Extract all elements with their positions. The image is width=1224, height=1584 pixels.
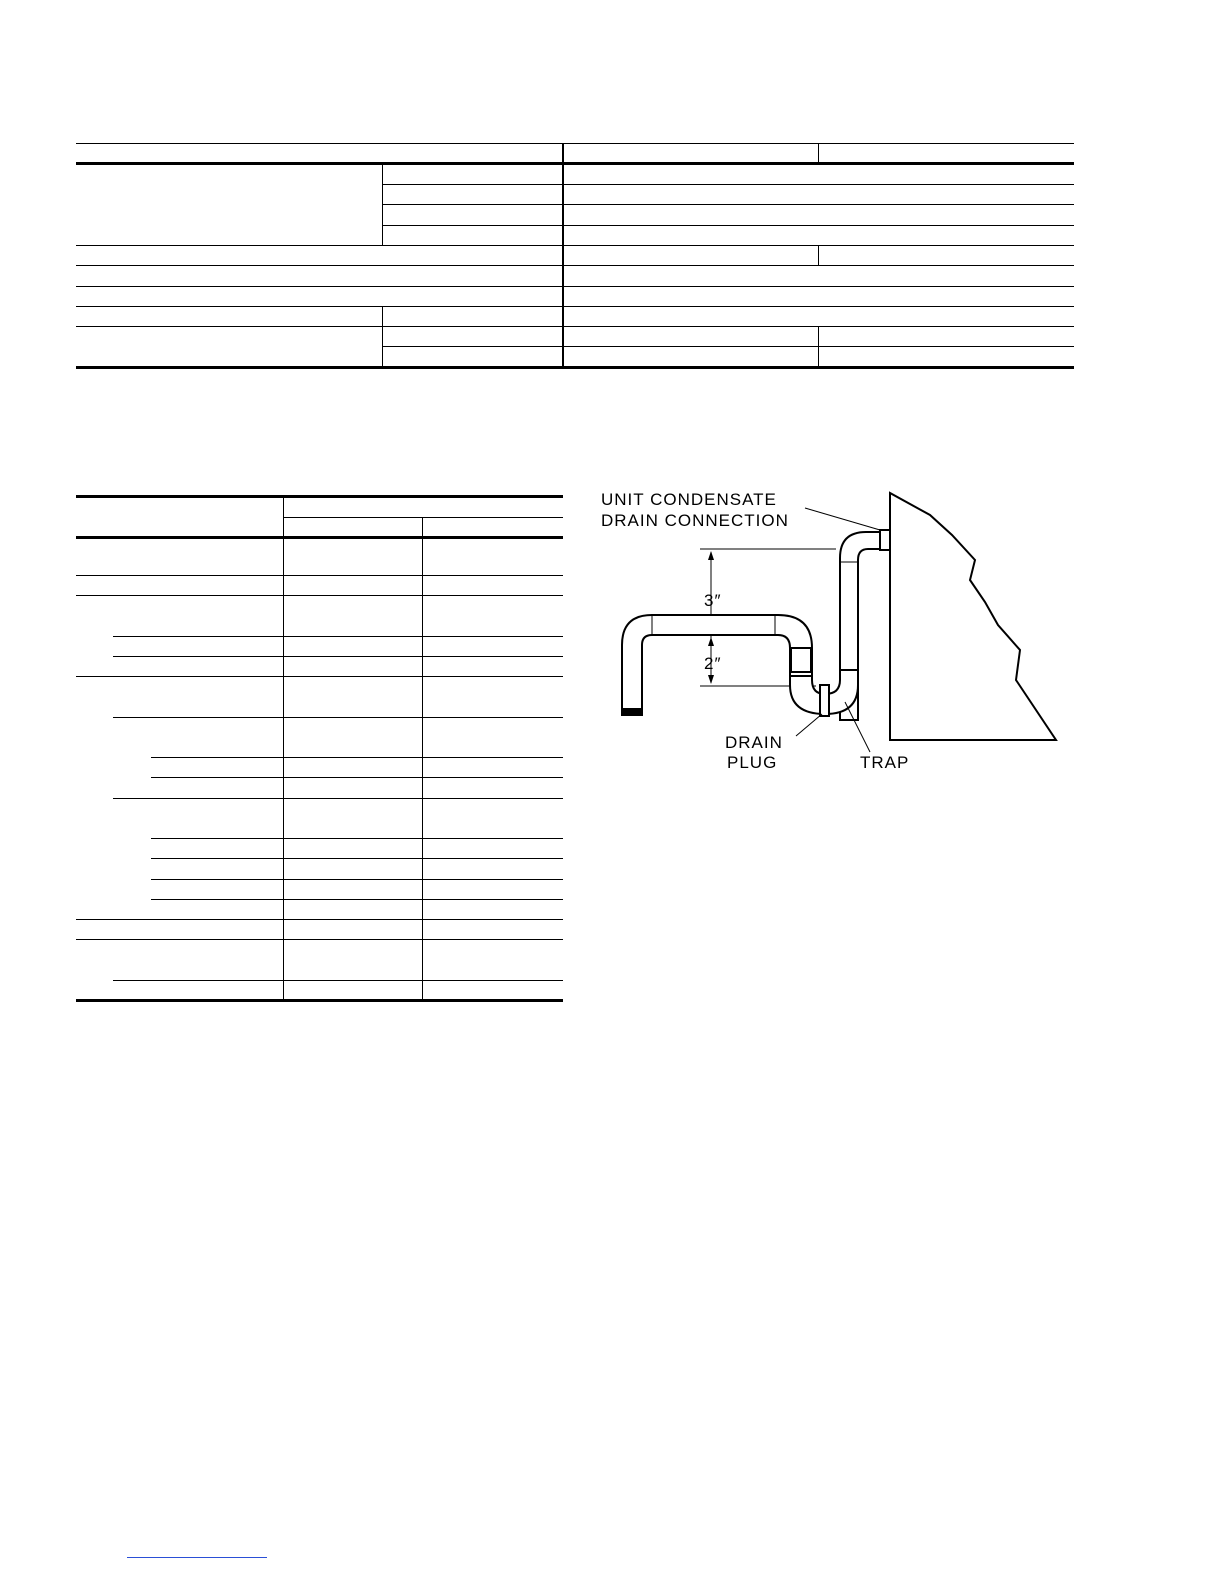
footer-link-underline	[127, 1557, 267, 1558]
left-table-row-rule	[113, 636, 563, 637]
top-table-row-rule	[382, 346, 1074, 347]
dimension-label-upper: 3″	[704, 591, 722, 610]
left-table-row-rule	[151, 879, 563, 880]
left-table-row-rule	[151, 899, 563, 900]
arrow-head	[708, 637, 714, 646]
arrow-head	[708, 551, 714, 560]
top-table-row-rule	[76, 326, 1074, 327]
left-table-row-rule	[76, 919, 563, 920]
left-table-bottom-rule	[76, 999, 563, 1002]
dimension-label-lower: 2″	[704, 654, 722, 673]
left-table-top-rule	[76, 495, 563, 498]
top-table-row-rule	[76, 245, 1074, 246]
left-table-column-rule	[422, 518, 423, 1002]
left-table-row-rule	[151, 858, 563, 859]
top-table-top-rule	[76, 143, 1074, 144]
condensate-drain-diagram	[600, 480, 1070, 780]
top-table-row-rule	[76, 306, 1074, 307]
top-table-row-rule	[382, 204, 1074, 205]
left-table-row-rule	[151, 838, 563, 839]
left-table-row-rule	[113, 980, 563, 981]
drain-plug-label-line1: DRAIN	[725, 733, 783, 752]
top-table-header-rule	[76, 162, 1074, 165]
top-table-column-rule	[382, 164, 383, 246]
left-table-header-rule	[76, 536, 563, 539]
top-table-row-rule	[382, 225, 1074, 226]
unit-casing	[890, 493, 1056, 740]
leader-connection	[805, 508, 880, 530]
left-table-column-rule	[283, 497, 284, 1002]
arrow-head	[708, 675, 714, 684]
top-table-column-rule	[382, 306, 383, 368]
top-table-row-rule	[382, 184, 1074, 185]
drain-plug-label-line2: PLUG	[727, 753, 778, 772]
left-table-row-rule	[76, 676, 563, 677]
left-table-row-rule	[113, 656, 563, 657]
top-table-bottom-rule	[76, 366, 1074, 369]
left-table-row-rule	[113, 798, 563, 799]
connection-label-line1: UNIT CONDENSATE	[601, 490, 777, 509]
top-table-column-rule	[818, 326, 819, 368]
left-table-row-rule	[113, 717, 563, 718]
leader-plug	[796, 714, 822, 736]
drain-plug	[820, 685, 829, 716]
top-table-row-rule	[76, 286, 1074, 287]
trap-label: TRAP	[860, 753, 910, 772]
left-table-row-rule	[151, 757, 563, 758]
connection-label-line2: DRAIN CONNECTION	[601, 511, 789, 530]
top-table-column-rule	[562, 143, 564, 369]
top-table-column-rule	[818, 143, 819, 164]
left-table-row-rule	[76, 595, 563, 596]
left-table-row-rule	[151, 777, 563, 778]
top-table-row-rule	[76, 265, 1074, 266]
left-table-subheader-rule	[283, 517, 563, 518]
top-table-column-rule	[818, 245, 819, 266]
left-table-row-rule	[76, 939, 563, 940]
left-table-row-rule	[76, 575, 563, 576]
